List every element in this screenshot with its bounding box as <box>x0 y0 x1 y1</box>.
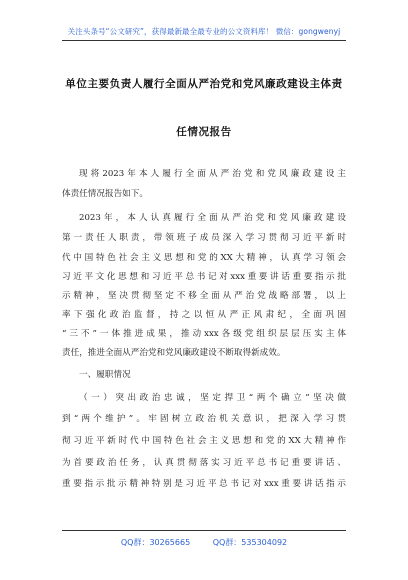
header-divider <box>62 40 346 41</box>
footer-contacts <box>0 537 408 548</box>
body-line: 率下强化政治监督，持之以恒从严正风肃纪，全面巩固 <box>62 310 346 320</box>
body-line: 体责任情况报告如下。 <box>62 189 148 199</box>
body-line: 2023年，本人认真履行全面从严治党和党风廉政建设 <box>79 213 346 223</box>
body-line: “三不”一体推进成果，推动xxx各级党组织层层压实主体 <box>62 329 346 339</box>
body-line: 重要指示批示精神特别是习近平总书记对xxx重要讲话指示 <box>62 479 346 489</box>
document-title-line-2: 任情况报告 <box>176 126 232 138</box>
document-title-line-1: 单位主要负责人履行全面从严治党和党风廉政建设主体责 <box>65 78 343 90</box>
body-line: 第一责任人职责，带领班子成员深入学习贯彻习近平新时 <box>62 233 346 243</box>
body-line: （一）突出政治忠诚，坚定捍卫“两个确立”坚决做 <box>79 393 346 403</box>
body-line: 为首要政治任务，认真贯彻落实习近平总书记重要讲话、 <box>62 458 346 468</box>
footer-qq-group-1: QQ群：30265665 <box>120 538 191 547</box>
body-line: 彻习近平新时代中国特色社会主义思想和党的XX大精神作 <box>62 436 346 446</box>
body-line: 习近平文化思想和习近平总书记对xxx重要讲话重要指示批 <box>62 272 346 282</box>
footer-qq-group-2: QQ群：535304092 <box>212 538 288 547</box>
footer-divider <box>62 530 346 531</box>
header-note: 关注头条号“公文研究”，获得最新最全最专业的公文资料库！ 微信：gongwenyj <box>67 27 341 36</box>
body-line: 现将2023年本人履行全面从严治党和党风廉政建设主 <box>79 169 346 179</box>
body-line: 示精神，坚决贯彻坚定不移全面从严治党战略部署，以上 <box>62 291 346 301</box>
body-line: 代中国特色社会主义思想和党的XX大精神，认真学习领会 <box>62 253 346 263</box>
body-line: 到“两个维护”。牢固树立政治机关意识，把深入学习贯 <box>62 414 346 424</box>
body-line: 责任，推进全面从严治党和党风廉政建设不断取得新成效。 <box>62 348 286 358</box>
section-heading: 一、履职情况 <box>79 370 131 380</box>
